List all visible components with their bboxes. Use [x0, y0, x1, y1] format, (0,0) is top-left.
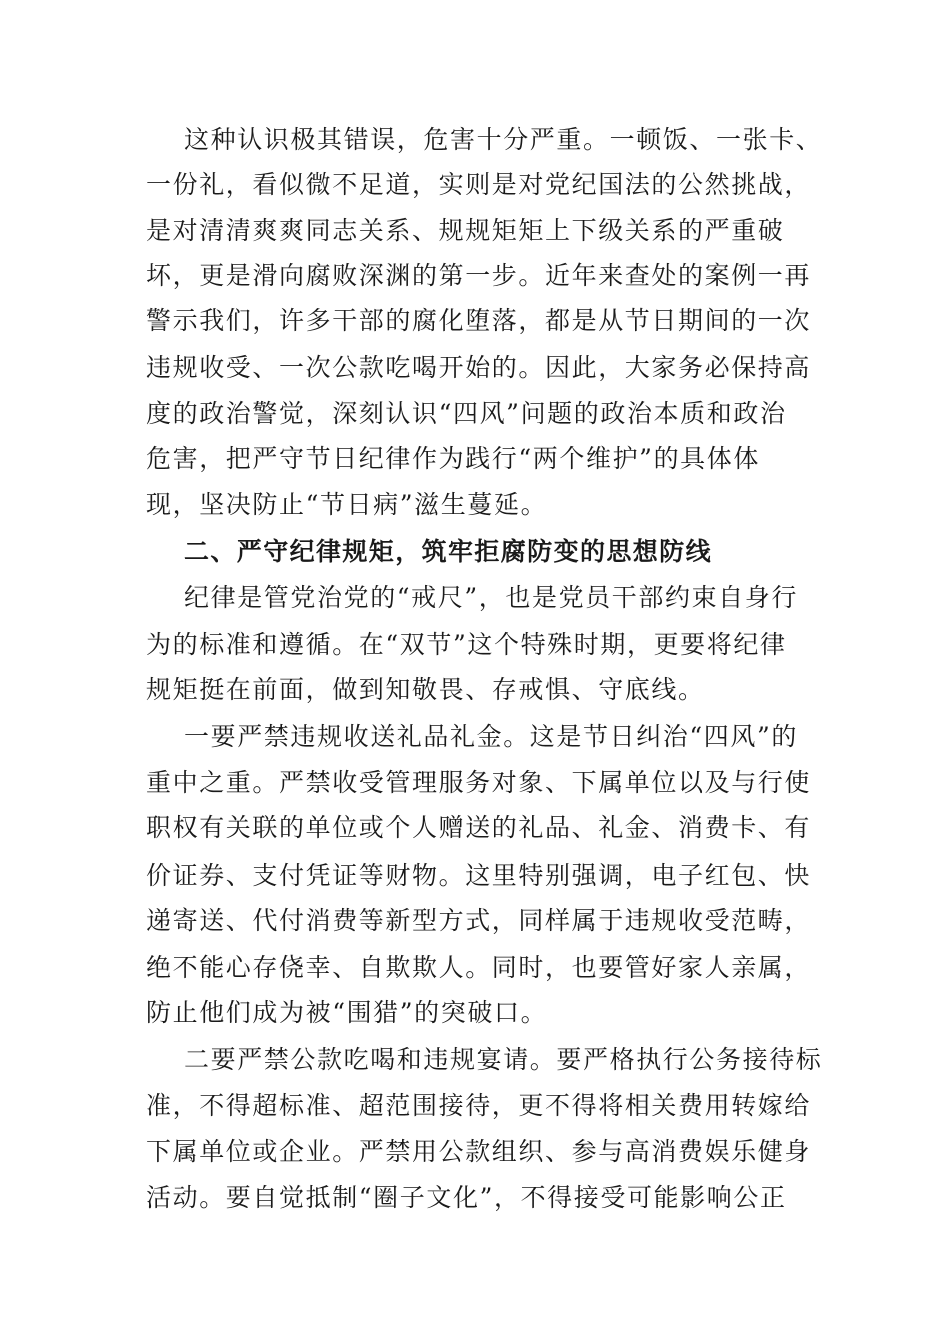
- paragraph-line: 绝不能心存侥幸、自欺欺人。同时，也要管好家人亲属，: [146, 953, 812, 982]
- paragraph-line: 防止他们成为被“围猎”的突破口。: [146, 998, 548, 1027]
- paragraph-line: 递寄送、代付消费等新型方式，同样属于违规收受范畴，: [146, 906, 812, 935]
- paragraph-line: 下属单位或企业。严禁用公款组织、参与高消费娱乐健身: [146, 1137, 812, 1166]
- paragraph-line: 活动。要自觉抵制“圈子文化”，不得接受可能影响公正: [146, 1183, 787, 1212]
- paragraph-line: 危害，把严守节日纪律作为践行“两个维护”的具体体: [146, 444, 760, 473]
- paragraph-line: 警示我们，许多干部的腐化堕落，都是从节日期间的一次: [146, 306, 812, 335]
- paragraph-line: 价证券、支付凭证等财物。这里特别强调，电子红包、快: [146, 861, 812, 890]
- paragraph-line: 职权有关联的单位或个人赠送的礼品、礼金、消费卡、有: [146, 813, 812, 842]
- paragraph-line: 一份礼，看似微不足道，实则是对党纪国法的公然挑战，: [146, 170, 812, 199]
- paragraph-line: 度的政治警觉，深刻认识“四风”问题的政治本质和政治: [146, 399, 787, 428]
- paragraph-line: 二要严禁公款吃喝和违规宴请。要严格执行公务接待标: [184, 1045, 823, 1074]
- section-heading: 二、严守纪律规矩，筑牢拒腐防变的思想防线: [184, 537, 713, 566]
- paragraph-line: 准，不得超标准、超范围接待，更不得将相关费用转嫁给: [146, 1091, 812, 1120]
- paragraph-line: 一要严禁违规收送礼品礼金。这是节日纠治“四风”的: [184, 722, 798, 751]
- paragraph-line: 为的标准和遵循。在“双节”这个特殊时期，更要将纪律: [146, 630, 787, 659]
- paragraph-line: 纪律是管党治党的“戒尺”，也是党员干部约束自身行: [184, 583, 798, 612]
- paragraph-line: 重中之重。严禁收受管理服务对象、下属单位以及与行使: [146, 768, 812, 797]
- paragraph-line: 违规收受、一次公款吃喝开始的。因此，大家务必保持高: [146, 353, 812, 382]
- paragraph-line: 是对清清爽爽同志关系、规规矩矩上下级关系的严重破: [146, 216, 785, 245]
- paragraph-line: 规矩挺在前面，做到知敬畏、存戒惧、守底线。: [146, 675, 705, 704]
- paragraph-line: 这种认识极其错误，危害十分严重。一顿饭、一张卡、: [184, 125, 823, 154]
- paragraph-line: 坏，更是滑向腐败深渊的第一步。近年来查处的案例一再: [146, 261, 812, 290]
- paragraph-line: 现，坚决防止“节日病”滋生蔓延。: [146, 490, 548, 519]
